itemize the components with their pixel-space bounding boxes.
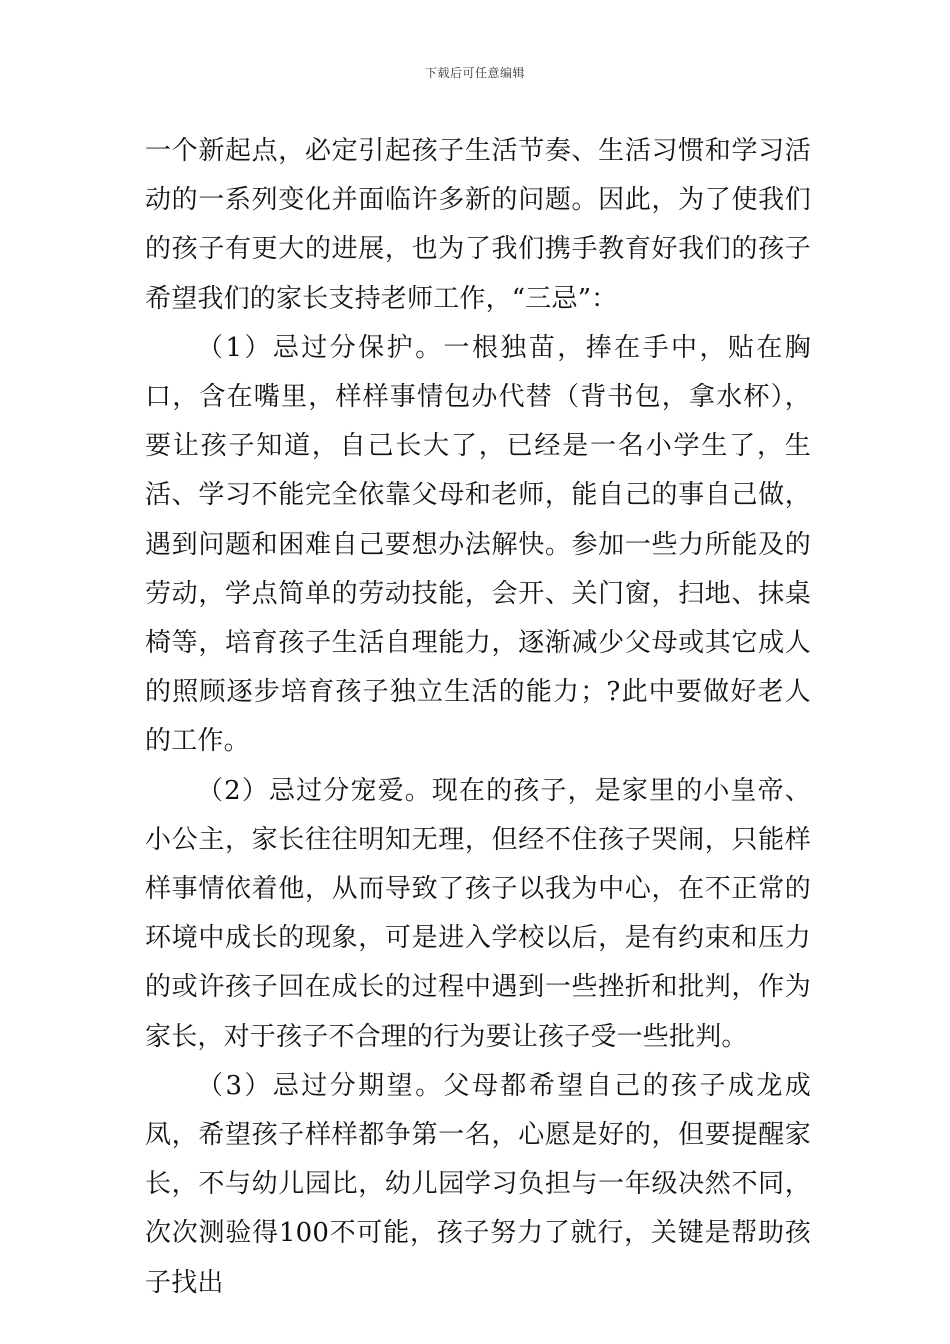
document-body xyxy=(145,127,811,1308)
page-header: 下载后可任意编辑 xyxy=(424,66,525,80)
paragraph-intro: 一个新起点，必定引起孩子生活节奏、生活习惯和学习活动的一系列变化并面临许多新的问题。因此，为了使我们的孩子有更大的进展，也为了我们携手教育好我们的孩子希望我们的家长支持老师工作，“三忌”： xyxy=(145,136,811,314)
paragraph-item-2: （2）忌过分宠爱。现在的孩子，是家里的小皇帝、小公主，家长往往明知无理，但经不住孩子哭闹，只能样样事情依着他，从而导致了孩子以我为中心，在不正常的环境中成长的现象，可是进入学校以后，是有约束和压力的或许孩子回在成长的过程中遇到一些挫折和批判，作为家长，对于孩子不合理的行为要让孩子受一些批判。 xyxy=(145,775,811,1052)
paragraph-item-3: （3）忌过分期望。父母都希望自己的孩子成龙成凤，希望孩子样样都争第一名，心愿是好的，但要提醒家长，不与幼儿园比，幼儿园学习负担与一年级决然不同，次次测验得100不可能，孩子努力了就行，关键是帮助孩子找出 xyxy=(145,1070,811,1298)
paragraph-item-1: （1）忌过分保护。一根独苗，捧在手中，贴在胸口，含在嘴里，样样事情包办代替（背书包，拿水杯），要让孩子知道，自己长大了，已经是一名小学生了，生活、学习不能完全依靠父母和老师，能自己的事自己做，遇到问题和困难自己要想办法解快。参加一些力所能及的劳动，学点简单的劳动技能，会开、关门窗，扫地、抹桌椅等，培育孩子生活自理能力，逐渐减少父母或其它成人的照顾逐步培育孩子独立生活的能力；?此中要做好老人的工作。 xyxy=(145,332,811,757)
